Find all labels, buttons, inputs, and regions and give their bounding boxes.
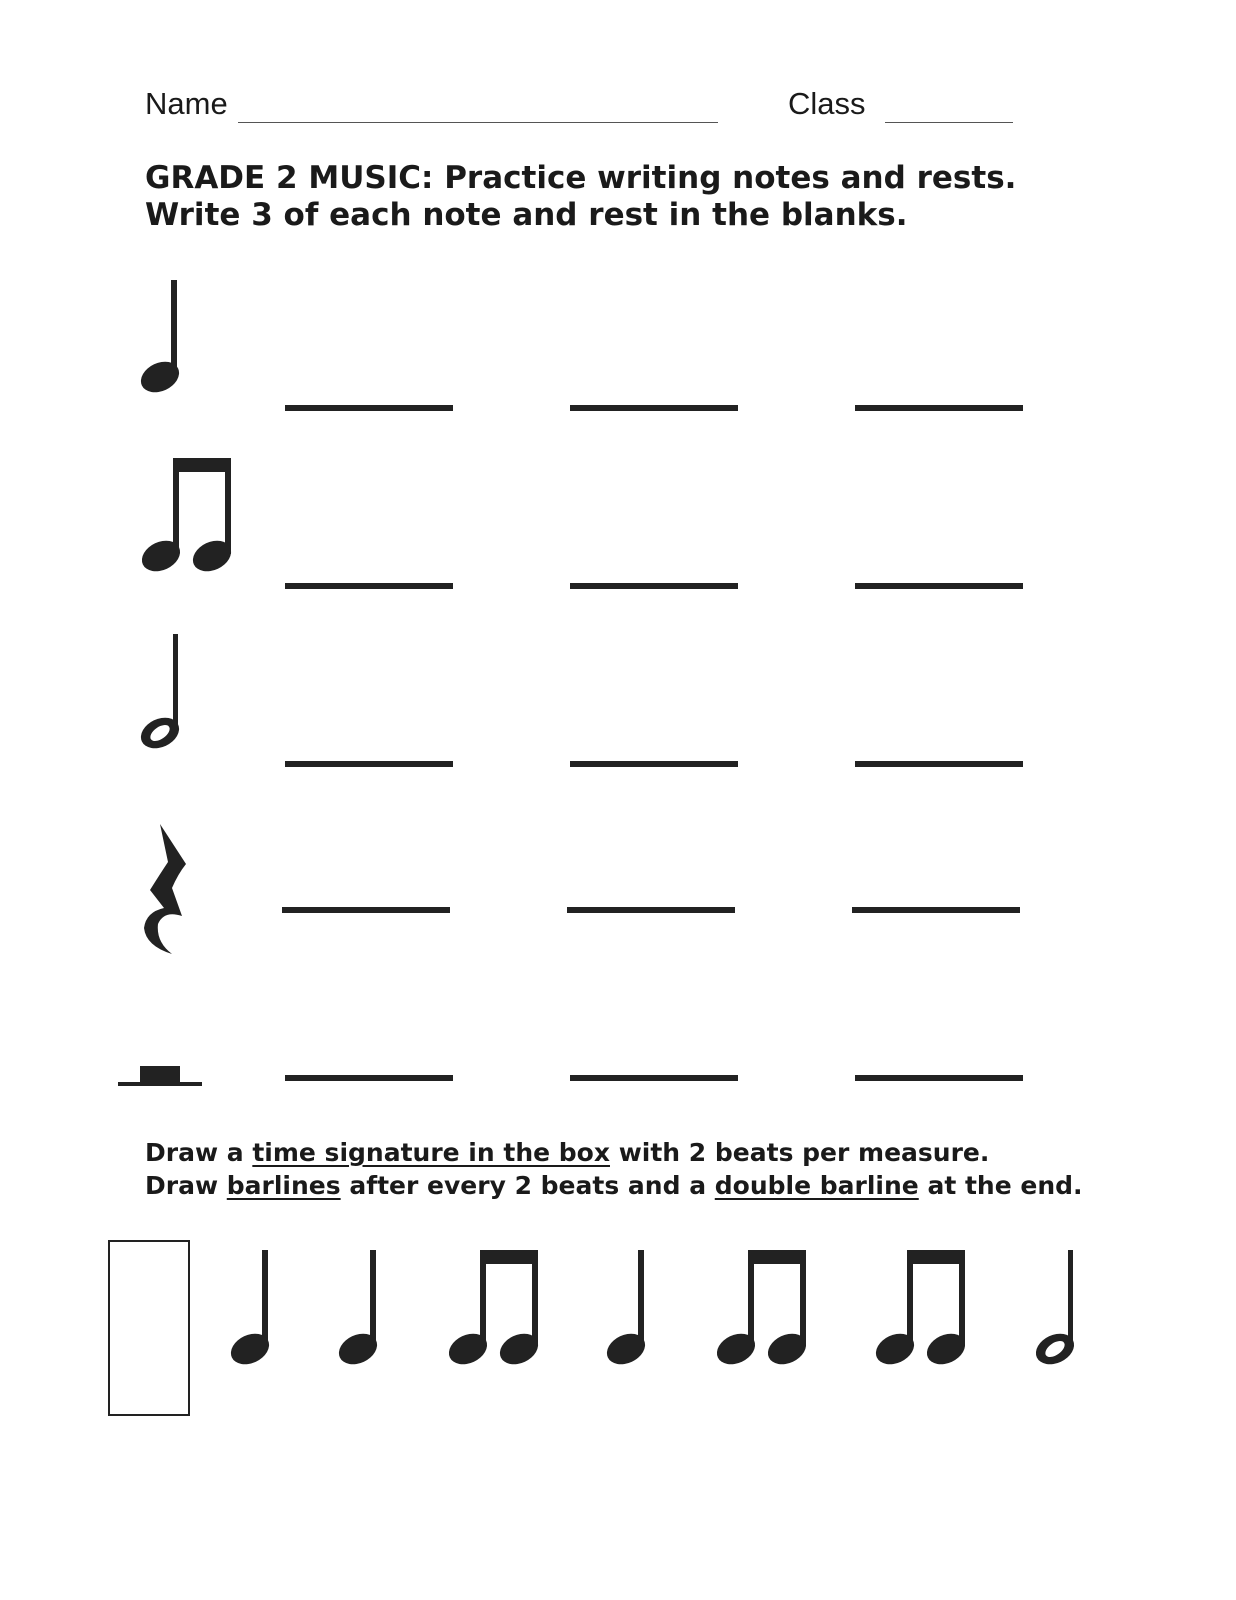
quarter-note-icon <box>226 1250 274 1370</box>
instruction-text: Draw a <box>145 1138 253 1167</box>
quarter-note-icon <box>334 1250 382 1370</box>
title-line-1: GRADE 2 MUSIC: Practice writing notes and rests. <box>145 160 1017 196</box>
instruction-text: at the end. <box>918 1171 1083 1200</box>
half-note-icon <box>1031 1250 1079 1370</box>
instruction-text: after every 2 beats and a <box>340 1171 715 1200</box>
quarter-note-icon <box>602 1250 650 1370</box>
eighth-note-pair-icon <box>712 1250 811 1370</box>
name-label: Name <box>145 86 228 121</box>
eighth-note-pair-icon <box>871 1250 970 1370</box>
instruction-underlined-text: double barline <box>714 1171 919 1200</box>
instruction-text: with 2 beats per measure. <box>609 1138 990 1167</box>
class-label: Class <box>788 86 866 121</box>
title-line-2: Write 3 of each note and rest in the blanks. <box>145 197 908 233</box>
instruction-text: Draw <box>145 1171 227 1200</box>
instruction-underlined-text: time signature in the box <box>252 1138 610 1167</box>
eighth-note-pair-icon <box>444 1250 543 1370</box>
instruction-underlined-text: barlines <box>226 1171 341 1200</box>
